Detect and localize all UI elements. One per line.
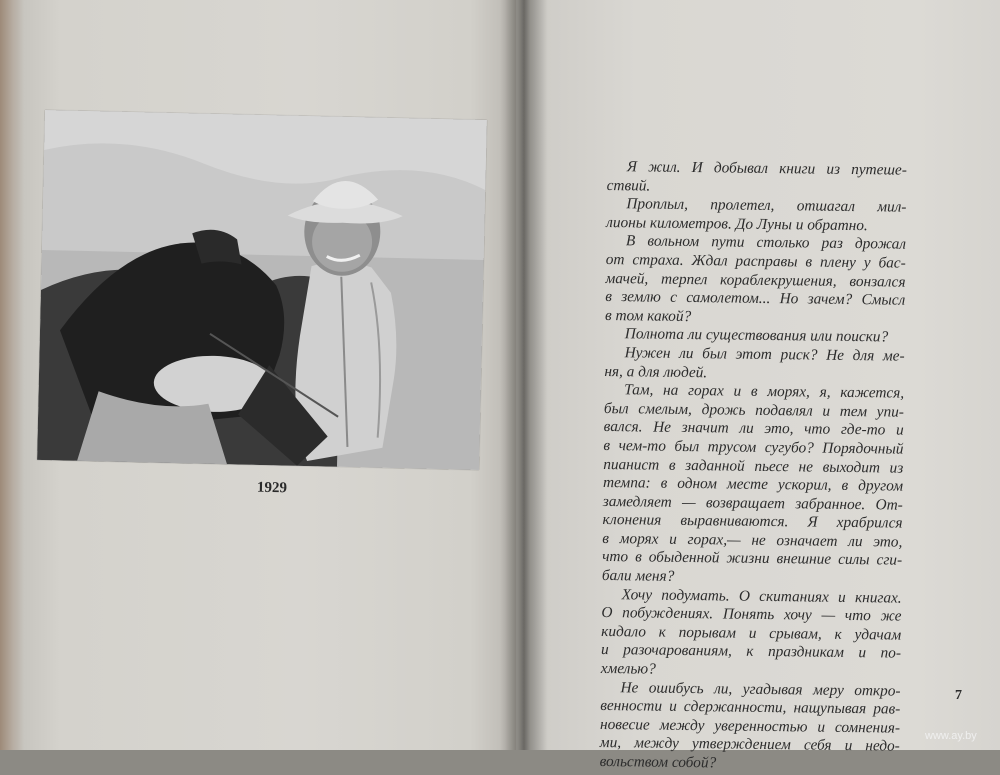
text-line: Проплыл, пролетел, отшагал мил-	[626, 195, 907, 216]
paragraph-3	[605, 232, 906, 329]
text-line: в чем-то был трусом сугубо? Порядочный	[603, 436, 904, 458]
paragraph-7	[601, 586, 902, 683]
text-line: Там, на горах и в морях, я, кажется,	[624, 381, 905, 402]
text-line: венности и сдержанности, нащупывая рав-	[600, 697, 901, 718]
text-line: хмелью?	[600, 659, 656, 678]
text-line: в том какой?	[604, 306, 692, 325]
text-line: замедляет — возвращает забранное. От-	[602, 492, 903, 514]
text-line: ня, а для людей.	[604, 362, 708, 381]
paragraph-8	[600, 679, 901, 775]
paragraph-1	[607, 158, 907, 199]
text-line: мачей, терпел кораблекрушения, вонзался	[605, 269, 906, 291]
text-line: в землю с самолетом... Но зачем? Смысл	[605, 288, 906, 309]
text-line: пианист в заданной пьесе не выходит из	[603, 455, 904, 477]
watermark: www.ay.by	[925, 730, 977, 742]
page-number: 7	[955, 688, 962, 703]
text-line: темпа: в одном месте ускорил, в другом	[602, 474, 904, 495]
left-page	[0, 0, 516, 750]
page-text	[600, 158, 907, 775]
text-line: Нужен ли был этот риск? Не для ме-	[624, 344, 905, 365]
text-line: был смелым, дрожь подавлял и тем упи-	[603, 399, 905, 421]
text-line: ми, между утверждением себя и недо-	[599, 734, 900, 756]
page-edge	[0, 0, 24, 750]
paragraph-6	[602, 381, 904, 589]
text-line: О побуждениях. Понять хочу — что же	[601, 604, 902, 625]
text-line: В вольном пути столько раз дрожал	[625, 232, 907, 254]
paragraph-5	[604, 344, 904, 385]
book-gutter	[500, 0, 548, 750]
man-in-hat-on-horse-photo	[37, 110, 487, 470]
text-line: Полнота ли существования или поиски?	[624, 325, 889, 346]
text-line: кидало к порывам и срывам, к удачам	[601, 622, 902, 644]
text-line: вольством собой?	[599, 752, 717, 772]
text-line: Хочу подумать. О скитаниях и книгах.	[621, 585, 902, 607]
text-line: новесие между уверенностью и сомнения-	[599, 715, 901, 737]
text-line: что в обыденной жизни внешние силы сги-	[602, 548, 903, 570]
text-line: бали меня?	[601, 567, 675, 585]
photo-caption: 1929	[256, 479, 288, 497]
text-line: ствий.	[606, 176, 651, 195]
text-line: Не ошибусь ли, угадывая меру откро-	[620, 678, 901, 700]
text-line: вался. Не значит ли это, что где-то и	[603, 418, 904, 439]
text-line: клонения выравниваются. Я храбрился	[602, 511, 903, 532]
text-line: лионы километров. До Луны и обратно.	[606, 213, 868, 234]
text-line: и разочарованиям, к праздникам и по-	[600, 641, 902, 663]
text-line: от страха. Ждал расправы в плену у бас-	[605, 250, 906, 272]
text-line: в морях и горах,— не означает ли это,	[602, 529, 903, 551]
text-line: Я жил. И добывал книги из путеше-	[626, 158, 907, 179]
paragraph-2	[606, 195, 906, 236]
